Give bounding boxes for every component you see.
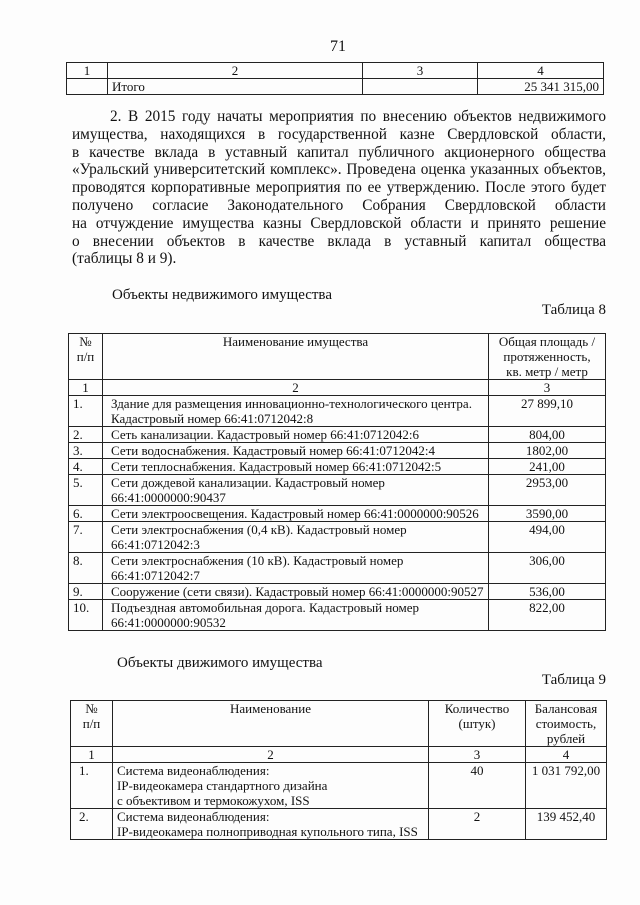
property-area: 1802,00 xyxy=(489,443,606,459)
property-name: Сеть канализации. Кадастровый номер 66:41:0712042:6 xyxy=(103,427,489,443)
paragraph-line: на отчуждение имущества казны Свердловской области и принято решение xyxy=(72,214,606,232)
table-row xyxy=(69,475,606,506)
property-area: 3590,00 xyxy=(489,506,606,522)
header-row xyxy=(71,701,607,747)
property-name: Сооружение (сети связи). Кадастровый номер 66:41:0000000:90527 xyxy=(103,584,489,600)
property-area: 2953,00 xyxy=(489,475,606,506)
row-number: 1. xyxy=(71,763,113,809)
paragraph-line: 2. В 2015 году начаты мероприятия по внесению объектов недвижимого xyxy=(110,108,606,125)
property-area: 241,00 xyxy=(489,459,606,475)
table-row xyxy=(69,427,606,443)
property-area: 494,00 xyxy=(489,522,606,553)
item-name: Система видеонаблюдения: IP-видеокамера стандартного дизайна с объективом и термокожухом, ISS xyxy=(113,763,429,809)
property-name: Подъездная автомобильная дорога. Кадастровый номер 66:41:0000000:90532 xyxy=(103,600,489,631)
item-name: Система видеонаблюдения: IP-видеокамера полноприводная купольного типа, ISS xyxy=(113,809,429,840)
row-number: 2. xyxy=(69,427,103,443)
column-number: 3 xyxy=(489,380,606,396)
row-number: 7. xyxy=(69,522,103,553)
row-number: 3. xyxy=(69,443,103,459)
item-quantity: 2 xyxy=(429,809,526,840)
column-header: № п/п xyxy=(69,334,103,380)
table-row xyxy=(69,459,606,475)
column-header: Наименование имущества xyxy=(103,334,489,380)
col-number: 3 xyxy=(363,63,478,79)
column-header: Наименование xyxy=(113,701,429,747)
table-row xyxy=(69,553,606,584)
property-area: 804,00 xyxy=(489,427,606,443)
column-number: 2 xyxy=(103,380,489,396)
property-area: 822,00 xyxy=(489,600,606,631)
table-8 xyxy=(68,333,606,631)
property-name: Сети электроснабжения (10 кВ). Кадастровый номер 66:41:0712042:7 xyxy=(103,553,489,584)
column-number: 3 xyxy=(429,747,526,763)
table8-label: Таблица 8 xyxy=(541,302,606,318)
property-name: Сети дождевой канализации. Кадастровый номер 66:41:0000000:90437 xyxy=(103,475,489,506)
paragraph-line: «Уральский университетский комплекс». Проведена оценка указанных объектов, xyxy=(72,161,606,179)
column-header: № п/п xyxy=(71,701,113,747)
property-area: 306,00 xyxy=(489,553,606,584)
table-row xyxy=(69,443,606,459)
row-number: 8. xyxy=(69,553,103,584)
page-number: 71 xyxy=(330,38,346,55)
item-value: 139 452,40 xyxy=(526,809,607,840)
row-number: 5. xyxy=(69,475,103,506)
item-quantity: 40 xyxy=(429,763,526,809)
table-row xyxy=(69,396,606,427)
paragraph-line: в качестве вклада в уставный капитал публичного акционерного общества xyxy=(72,143,606,161)
property-name: Сети электроосвещения. Кадастровый номер 66:41:0000000:90526 xyxy=(103,506,489,522)
column-number: 2 xyxy=(113,747,429,763)
table-9 xyxy=(70,700,607,840)
table-row xyxy=(69,522,606,553)
column-number-row xyxy=(69,380,606,396)
table-row xyxy=(69,506,606,522)
property-area: 536,00 xyxy=(489,584,606,600)
row-number: 6. xyxy=(69,506,103,522)
body-paragraph xyxy=(72,108,606,268)
total-label: Итого xyxy=(108,79,363,95)
header-row xyxy=(69,334,606,380)
table9-heading: Объекты движимого имущества xyxy=(117,655,323,671)
paragraph-line: о внесении объектов в качестве вклада в уставный капитал общества xyxy=(72,232,606,250)
column-header: Общая площадь / протяженность, кв. метр / метр xyxy=(489,334,606,380)
row-number: 9. xyxy=(69,584,103,600)
property-name: Сети теплоснабжения. Кадастровый номер 66:41:0712042:5 xyxy=(103,459,489,475)
table-row xyxy=(69,584,606,600)
paragraph-line: имущества, находящихся в государственной казне Свердловской области, xyxy=(72,125,606,143)
table-row xyxy=(71,763,607,809)
property-name: Сети электроснабжения (0,4 кВ). Кадастровый номер 66:41:0712042:3 xyxy=(103,522,489,553)
column-number: 4 xyxy=(526,747,607,763)
col-number: 2 xyxy=(108,63,363,79)
property-name: Сети водоснабжения. Кадастровый номер 66:41:0712042:4 xyxy=(103,443,489,459)
col-number: 1 xyxy=(67,63,108,79)
paragraph-line: проводятся корпоративные мероприятия по ее утверждению. После этого будет xyxy=(72,179,606,197)
table8-heading: Объекты недвижимого имущества xyxy=(112,287,332,303)
row-number: 2. xyxy=(71,809,113,840)
paragraph-line: получено согласие Законодательного Собрания Свердловской области xyxy=(72,196,606,214)
table9-label: Таблица 9 xyxy=(541,672,606,688)
property-name: Здание для размещения инновационно-технологического центра. Кадастровый номер 66:41:0712042:8 xyxy=(103,396,489,427)
top-table xyxy=(66,62,604,95)
item-value: 1 031 792,00 xyxy=(526,763,607,809)
paragraph-line: (таблицы 8 и 9). xyxy=(72,250,177,268)
row-number: 4. xyxy=(69,459,103,475)
property-area: 27 899,10 xyxy=(489,396,606,427)
table-row xyxy=(69,600,606,631)
column-number-row xyxy=(71,747,607,763)
column-header: Количество (штук) xyxy=(429,701,526,747)
table-row xyxy=(71,809,607,840)
column-number: 1 xyxy=(71,747,113,763)
column-number: 1 xyxy=(69,380,103,396)
col-number: 4 xyxy=(478,63,604,79)
row-number: 10. xyxy=(69,600,103,631)
column-header: Балансовая стоимость, рублей xyxy=(526,701,607,747)
total-value: 25 341 315,00 xyxy=(478,79,604,95)
row-number: 1. xyxy=(69,396,103,427)
